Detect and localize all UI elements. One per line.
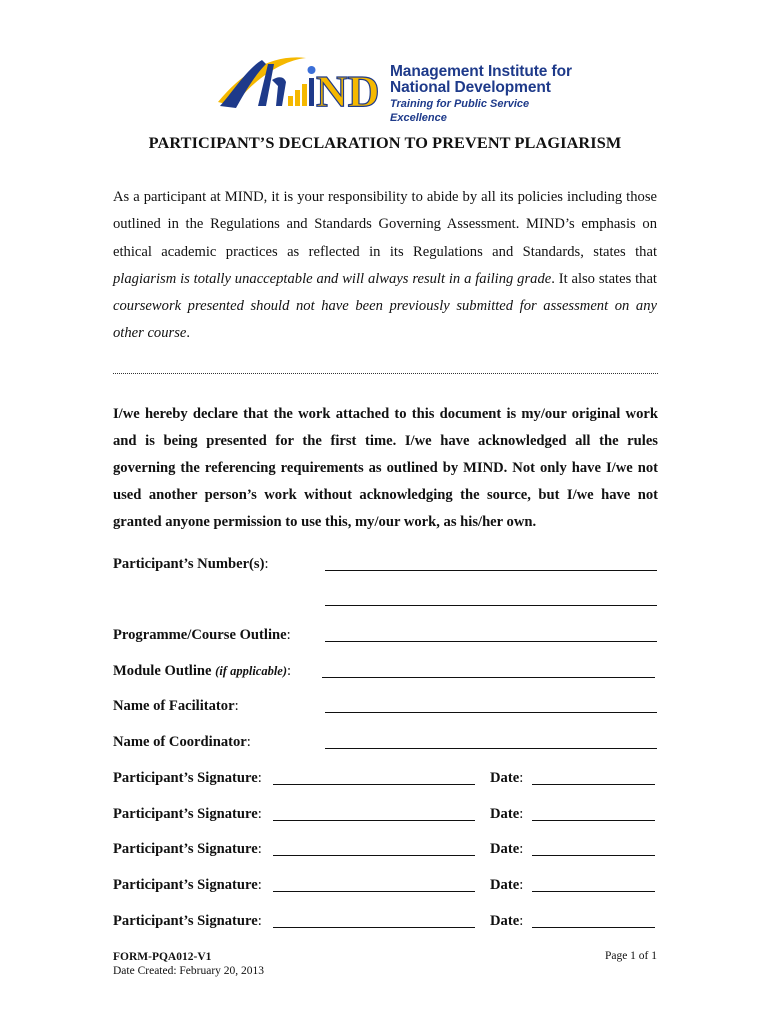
participant-number-line-2[interactable] bbox=[325, 605, 657, 606]
footer-form-info bbox=[113, 950, 264, 978]
form-code: FORM-PQA012-V1 bbox=[113, 951, 212, 963]
date-created: Date Created: February 20, 2013 bbox=[113, 965, 265, 977]
signature-line-5[interactable] bbox=[273, 927, 475, 928]
signature-label-3: Participant’s Signature: bbox=[113, 841, 262, 857]
date-label-4: Date: bbox=[490, 877, 524, 893]
programme-line[interactable] bbox=[325, 641, 657, 642]
dotted-divider bbox=[113, 373, 658, 374]
facilitator-label: Name of Facilitator: bbox=[113, 698, 239, 714]
mind-logo-mark-icon bbox=[214, 50, 394, 116]
logo-name-line1: Management Institute for bbox=[390, 63, 572, 80]
module-line[interactable] bbox=[322, 677, 655, 678]
logo-tagline: Training for Public Service Excellence bbox=[390, 98, 530, 124]
intro-text-1: As a participant at MIND, it is your responsibility to abide by all its policies including those outlined in the Regulations and Standards Governing Assessment. MIND’s emphasis on ethical academic practices as reflected in its Regulations and Standards, states that bbox=[113, 189, 657, 260]
date-label-2: Date: bbox=[490, 806, 524, 822]
signature-line-2[interactable] bbox=[273, 820, 475, 821]
intro-paragraph bbox=[113, 184, 657, 348]
declaration-paragraph: I/we hereby declare that the work attached to this document is my/our original work and is being presented for the first time. I/we have acknowledged all the rules governing the referencing requirements as outlined by MIND. Not only have I/we not used another person’s work without acknowledging the source, but I/we have not granted anyone permission to use this, my/our work, as his/her own. bbox=[113, 406, 658, 530]
date-line-5[interactable] bbox=[532, 927, 655, 928]
mind-logo bbox=[214, 50, 574, 124]
coordinator-label: Name of Coordinator: bbox=[113, 734, 251, 750]
programme-label: Programme/Course Outline: bbox=[113, 627, 291, 643]
page-number: Page 1 of 1 bbox=[604, 950, 657, 962]
signature-line-4[interactable] bbox=[273, 891, 475, 892]
intro-text-2: . It also states that bbox=[551, 270, 657, 287]
date-label-1: Date: bbox=[490, 770, 524, 786]
date-line-1[interactable] bbox=[532, 784, 655, 785]
logo-text-block bbox=[390, 64, 574, 125]
date-label-5: Date: bbox=[490, 913, 524, 929]
intro-italic-1: plagiarism is totally unacceptable and will always result in a failing grade bbox=[113, 270, 552, 287]
module-label: Module Outline (if applicable): bbox=[113, 663, 292, 679]
participant-number-label: Participant’s Number(s): bbox=[113, 556, 269, 572]
date-line-3[interactable] bbox=[532, 855, 655, 856]
participant-number-line-1[interactable] bbox=[325, 570, 657, 571]
svg-text:ND: ND bbox=[316, 67, 380, 116]
intro-italic-2: coursework presented should not have been previously submitted for assessment on any other course bbox=[113, 298, 657, 342]
facilitator-line[interactable] bbox=[325, 712, 657, 713]
logo-name-line2: National Development bbox=[390, 79, 551, 96]
coordinator-line[interactable] bbox=[325, 748, 657, 749]
signature-line-3[interactable] bbox=[273, 855, 475, 856]
signature-line-1[interactable] bbox=[273, 784, 475, 785]
signature-label-5: Participant’s Signature: bbox=[113, 913, 262, 929]
date-line-4[interactable] bbox=[532, 891, 655, 892]
date-line-2[interactable] bbox=[532, 820, 655, 821]
signature-label-4: Participant’s Signature: bbox=[113, 877, 262, 893]
signature-label-1: Participant’s Signature: bbox=[113, 770, 262, 786]
document-title: PARTICIPANT’S DECLARATION TO PREVENT PLAGIARISM bbox=[148, 133, 622, 152]
intro-text-3: . bbox=[186, 325, 191, 342]
signature-label-2: Participant’s Signature: bbox=[113, 806, 262, 822]
date-label-3: Date: bbox=[490, 841, 524, 857]
